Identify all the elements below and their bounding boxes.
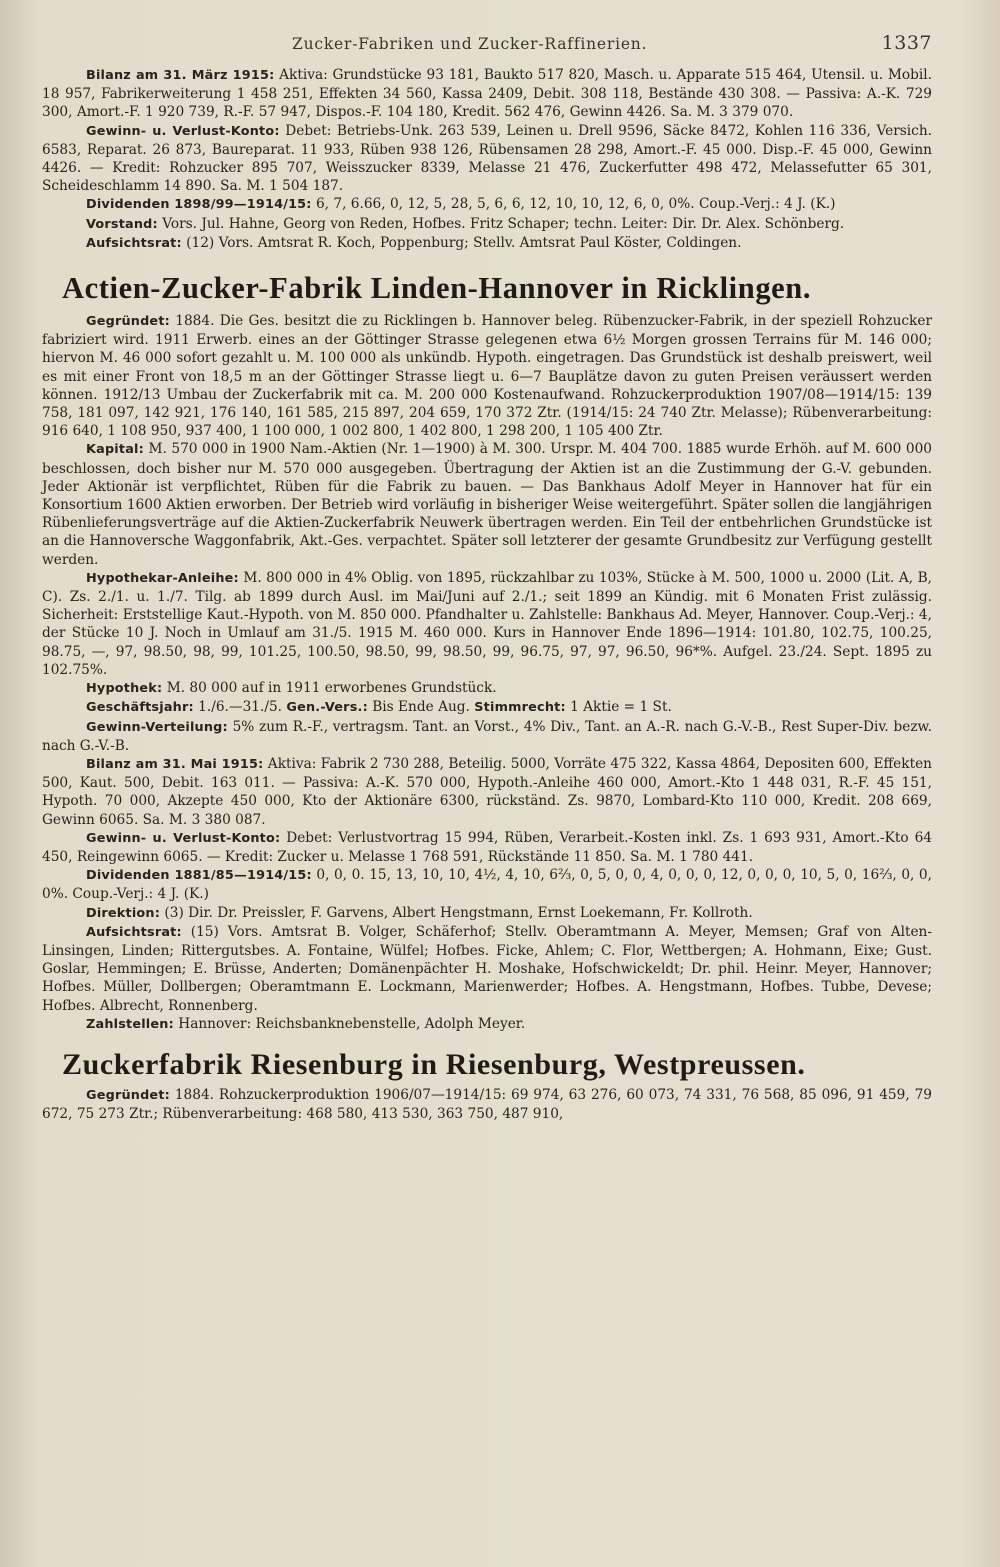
paragraph-text: M. 80 000 auf in 1911 erworbenes Grundstück. bbox=[162, 680, 497, 697]
paragraph-label: Direktion: bbox=[86, 905, 161, 921]
paragraph-label: Vorstand: bbox=[86, 216, 158, 232]
paragraph-text: M. 800 000 in 4% Oblig. von 1895, rückzahlbar zu 103%, Stücke à M. 500, 1000 u. 2000 (Lit. A, B, C). Zs. 2./1. u. 1./7. Tilg. ab 1899 durch Ausl. im Mai/Juni auf 2./1.; seit 1899 an Kündig. mit 6 Monaten Frist zulässig. Sicherheit: Erststellige Kaut.-Hypoth. von M. 850 000. Pfandhalter u. Zahlstelle: Bankhaus Ad. Meyer, Hannover. Coup.-Verj.: 4, der Stücke 10 J. Noch in Umlauf am 31./5. 1915 M. 460 000. Kurs in Hannover Ende 1896—1914: 101.80, 102.75, 100.25, 98.75, —, 97, 98.50, 98, 99, 101.25, 100.50, 98.50, 99, 98.50, 99, 96.75, 97, 97, 96.50, 96*%. Aufgel. 23./24. Sept. 1895 zu 102.75%. bbox=[42, 569, 932, 678]
paragraph-text: Aktiva: Grundstücke 93 181, Baukto 517 820, Masch. u. Apparate 515 464, Utensil. u. Mobil. 18 957, Fabrikerweiterung 1 458 251, Effekten 34 560, Kassa 2409, Debit. 308 118, Bestände 430 308. — Passiva: A.-K. 729 300, Amort.-F. 1 920 739, R.-F. 57 947, Dispos.-F. 104 180, Kredit. 562 476, Gewinn 4426. Sa. M. 3 379 070. bbox=[42, 67, 933, 121]
company-heading-linden: Actien-Zucker-Fabrik Linden-Hannover in Ricklingen. bbox=[62, 271, 812, 306]
supervisory-board-paragraph bbox=[42, 923, 932, 1015]
paragraph-text: (15) Vors. Amtsrat B. Volger, Schäferhof; Stellv. Oberamtmann A. Meyer, Memsen; Graf von Alten-Linsingen, Linden; Rittergutsbes. A. Fontaine, Wülfel; Hofbes. Ficke, Ahlem; C. Flor, Wettbergen; A. Hohmann, Eixe; Gust. Goslar, Hemmingen; E. Brüsse, Anderten; Domänenpächter H. Moshake, Hofschwickeldt; Dr. phil. Heinr. Meyer, Hannover; Hofbes. Müller, Dollbergen; Oberamtmann E. Lockmann, Marienwerder; Hofbes. A. Hengstmann, Hofbes. Tubbe, Devese; Hofbes. Albrecht, Ronnenberg. bbox=[42, 923, 932, 1014]
prev-supervisory-paragraph bbox=[42, 234, 932, 253]
management-paragraph bbox=[42, 904, 932, 923]
paragraph-text: 0, 0, 0. 15, 13, 10, 10, 4½, 4, 10, 6⅔, 0, 5, 0, 0, 4, 0, 0, 0, 12, 0, 0, 0, 10, 5, 0, 16⅔, 0, 0, 0%. Coup.-Verj.: 4 J. (K.) bbox=[42, 867, 932, 903]
prev-board-paragraph bbox=[42, 215, 932, 234]
mortgage-loan-paragraph bbox=[42, 569, 932, 679]
paragraph-text: 1 Aktie = 1 St. bbox=[565, 699, 672, 716]
paragraph-label: Hypothekar-Anleihe: bbox=[86, 570, 239, 586]
paragraph-text: (12) Vors. Amtsrat R. Koch, Poppenburg; Stellv. Amtsrat Paul Köster, Coldingen. bbox=[181, 234, 742, 251]
paragraph-text: 1./6.—31./5. bbox=[193, 699, 287, 716]
paragraph-text: 5% zum R.-F., vertragsm. Tant. an Vorst., 4% Div., Tant. an A.-R. nach G.-V.-B., Rest Super-Div. bezw. nach G.-V.-B. bbox=[42, 718, 932, 754]
paying-agents-paragraph bbox=[42, 1015, 932, 1034]
running-title: Zucker-Fabriken und Zucker-Raffinerien. bbox=[292, 35, 648, 53]
paragraph-label: Bilanz am 31. Mai 1915: bbox=[86, 756, 264, 772]
paragraph-label: Gewinn-Verteilung: bbox=[86, 719, 228, 735]
paragraph-label: Zahlstellen: bbox=[86, 1016, 174, 1032]
paragraph-label: Dividenden 1898/99—1914/15: bbox=[86, 197, 312, 213]
paragraph-label: Gegründet: bbox=[86, 1087, 170, 1103]
company-heading-riesenburg: Zuckerfabrik Riesenburg in Riesenburg, Westpreussen. bbox=[62, 1047, 806, 1081]
prev-balance-paragraph bbox=[42, 66, 932, 122]
capital-paragraph bbox=[42, 440, 932, 568]
paragraph-label: Gen.-Vers.: bbox=[286, 700, 368, 716]
paragraph-label: Hypothek: bbox=[86, 681, 163, 697]
running-head bbox=[42, 32, 932, 54]
profit-distribution-paragraph bbox=[42, 718, 932, 755]
paragraph-label: Bilanz am 31. März 1915: bbox=[86, 68, 275, 83]
paragraph-label: Gewinn- u. Verlust-Konto: bbox=[86, 123, 280, 139]
profit-loss-paragraph bbox=[42, 829, 932, 866]
paragraph-label: Gewinn- u. Verlust-Konto: bbox=[86, 830, 281, 846]
founded-paragraph bbox=[42, 312, 932, 440]
paragraph-text: Bis Ende Aug. bbox=[367, 699, 475, 716]
paragraph-label: Kapital: bbox=[86, 442, 144, 458]
paragraph-text: Aktiva: Fabrik 2 730 288, Beteilig. 5000, Vorräte 475 322, Kassa 4864, Depositen 600, Effekten 500, Kaut. 500, Debit. 163 011. — Passiva: A.-K. 570 000, Hypoth.-Anleihe 460 000, Amort.-Kto 1 448 031, R.-F. 45 151, Hypoth. 70 000, Akzepte 450 000, Kto der Aktionäre 6300, rückständ. Zs. 9870, Lombard-Kto 110 000, Kredit. 208 669, Gewinn 6065. Sa. M. 3 380 087. bbox=[42, 755, 932, 828]
mortgage-paragraph bbox=[42, 679, 932, 698]
paragraph-text: Vors. Jul. Hahne, Georg von Reden, Hofbes. Fritz Schaper; techn. Leiter: Dir. Dr. Alex. Schönberg. bbox=[157, 215, 845, 232]
prev-dividends-paragraph bbox=[42, 195, 932, 214]
business-year-paragraph bbox=[42, 698, 932, 717]
paragraph-label: Dividenden 1881/85—1914/15: bbox=[86, 868, 312, 884]
paragraph-text: Debet: Betriebs-Unk. 263 539, Leinen u. Drell 9596, Säcke 8472, Kohlen 116 336, Versich. 6583, Reparat. 26 873, Baureparat. 11 933, Rüben 938 126, Rübensamen 28 298, Amort.-F. 45 000. Disp.-F. 45 000, Gewinn 4426. — Kredit: Rohzucker 895 707, Weisszucker 8339, Melasse 21 476, Zuckerfutter 498 472, Melassefutter 65 301, Scheideschlamm 14 890. Sa. M. 1 504 187. bbox=[42, 122, 932, 195]
prev-profit-loss-paragraph bbox=[42, 122, 932, 196]
paragraph-label: Stimmrecht: bbox=[474, 700, 566, 716]
paragraph-text: (3) Dir. Dr. Preissler, F. Garvens, Albert Hengstmann, Ernst Loekemann, Fr. Kollroth. bbox=[160, 904, 753, 921]
paragraph-label: Gegründet: bbox=[86, 314, 170, 330]
paragraph-text: 6, 7, 6.66, 0, 12, 5, 28, 5, 6, 6, 12, 10, 10, 12, 6, 0, 0%. Coup.-Verj.: 4 J. (K.) bbox=[311, 196, 836, 213]
paragraph-text: Hannover: Reichsbanknebenstelle, Adolph Meyer. bbox=[173, 1015, 526, 1032]
balance-paragraph bbox=[42, 755, 932, 829]
dividends-paragraph bbox=[42, 866, 932, 903]
paragraph-label: Geschäftsjahr: bbox=[86, 700, 194, 716]
paragraph-label: Aufsichtsrat: bbox=[86, 924, 182, 940]
paragraph-text: M. 570 000 in 1900 Nam.-Aktien (Nr. 1—1900) à M. 300. Urspr. M. 404 700. 1885 wurde Erhöh. auf M. 600 000 beschlossen, doch bisher nur M. 570 000 ausgegeben. Übertragung der Aktien ist an die Zustimmung der G.-V. gebunden. Jeder Aktionär ist verpflichtet, Rüben für die Fabrik zu bauen. — Das Bankhaus Adolf Meyer in Hannover hat für ein Konsortium 1600 Aktien erworben. Der Betrieb wird vorläufig in bisheriger Weise weitergeführt. Später sollen die langjährigen Rübenlieferungsverträge auf die Aktien-Zuckerfabrik Neuwerk übertragen werden. Ein Teil der entbehrlichen Grundstücke ist an die Hannoversche Waggonfabrik, Akt.-Ges. verpachtet. Später soll letzterer der gesamte Grundbesitz zur Verfügung gestellt werden. bbox=[42, 441, 932, 568]
riesenburg-founded-paragraph bbox=[42, 1086, 932, 1123]
page-number: 1337 bbox=[881, 32, 932, 54]
paragraph-label: Aufsichtsrat: bbox=[86, 235, 182, 251]
paragraph-text: Debet: Verlustvortrag 15 994, Rüben, Verarbeit.-Kosten inkl. Zs. 1 693 931, Amort.-Kto 64 450, Reingewinn 6065. — Kredit: Zucker u. Melasse 1 768 591, Rückstände 11 850. Sa. M. 1 780 441. bbox=[42, 829, 932, 865]
paragraph-text: 1884. Rohzuckerproduktion 1906/07—1914/15: 69 974, 63 276, 60 073, 74 331, 76 568, 85 096, 91 459, 79 672, 75 273 Ztr.; Rübenverarbeitung: 468 580, 413 530, 363 750, 487 910, bbox=[42, 1086, 932, 1123]
paragraph-text: 1884. Die Ges. besitzt die zu Ricklingen b. Hannover beleg. Rübenzucker-Fabrik, in der speziell Rohzucker fabriziert wird. 1911 Erwerb. eines an der Göttinger Strasse gelegenen etwa 6½ Morgen grossen Terrains für M. 146 000; hiervon M. 46 000 sofort gezahlt u. M. 100 000 als unkündb. Hypoth. eingetragen. Das Grundstück ist deshalb preiswert, weil es mit einer Front von 18,5 m an der Göttinger Strasse liegt u. 6—7 Bauplätze davon zu guten Preisen veräussert werden können. 1912/13 Umbau der Zuckerfabrik mit ca. M. 200 000 Kostenaufwand. Rohzuckerproduktion 1907/08—1914/15: 139 758, 181 097, 142 921, 176 140, 161 585, 215 897, 204 659, 170 372 Ztr. (1914/15: 24 740 Ztr. Melasse); Rübenverarbeitung: 916 640, 1 108 950, 937 400, 1 100 000, 1 002 800, 1 402 800, 1 298 200, 1 105 400 Ztr. bbox=[42, 313, 932, 440]
